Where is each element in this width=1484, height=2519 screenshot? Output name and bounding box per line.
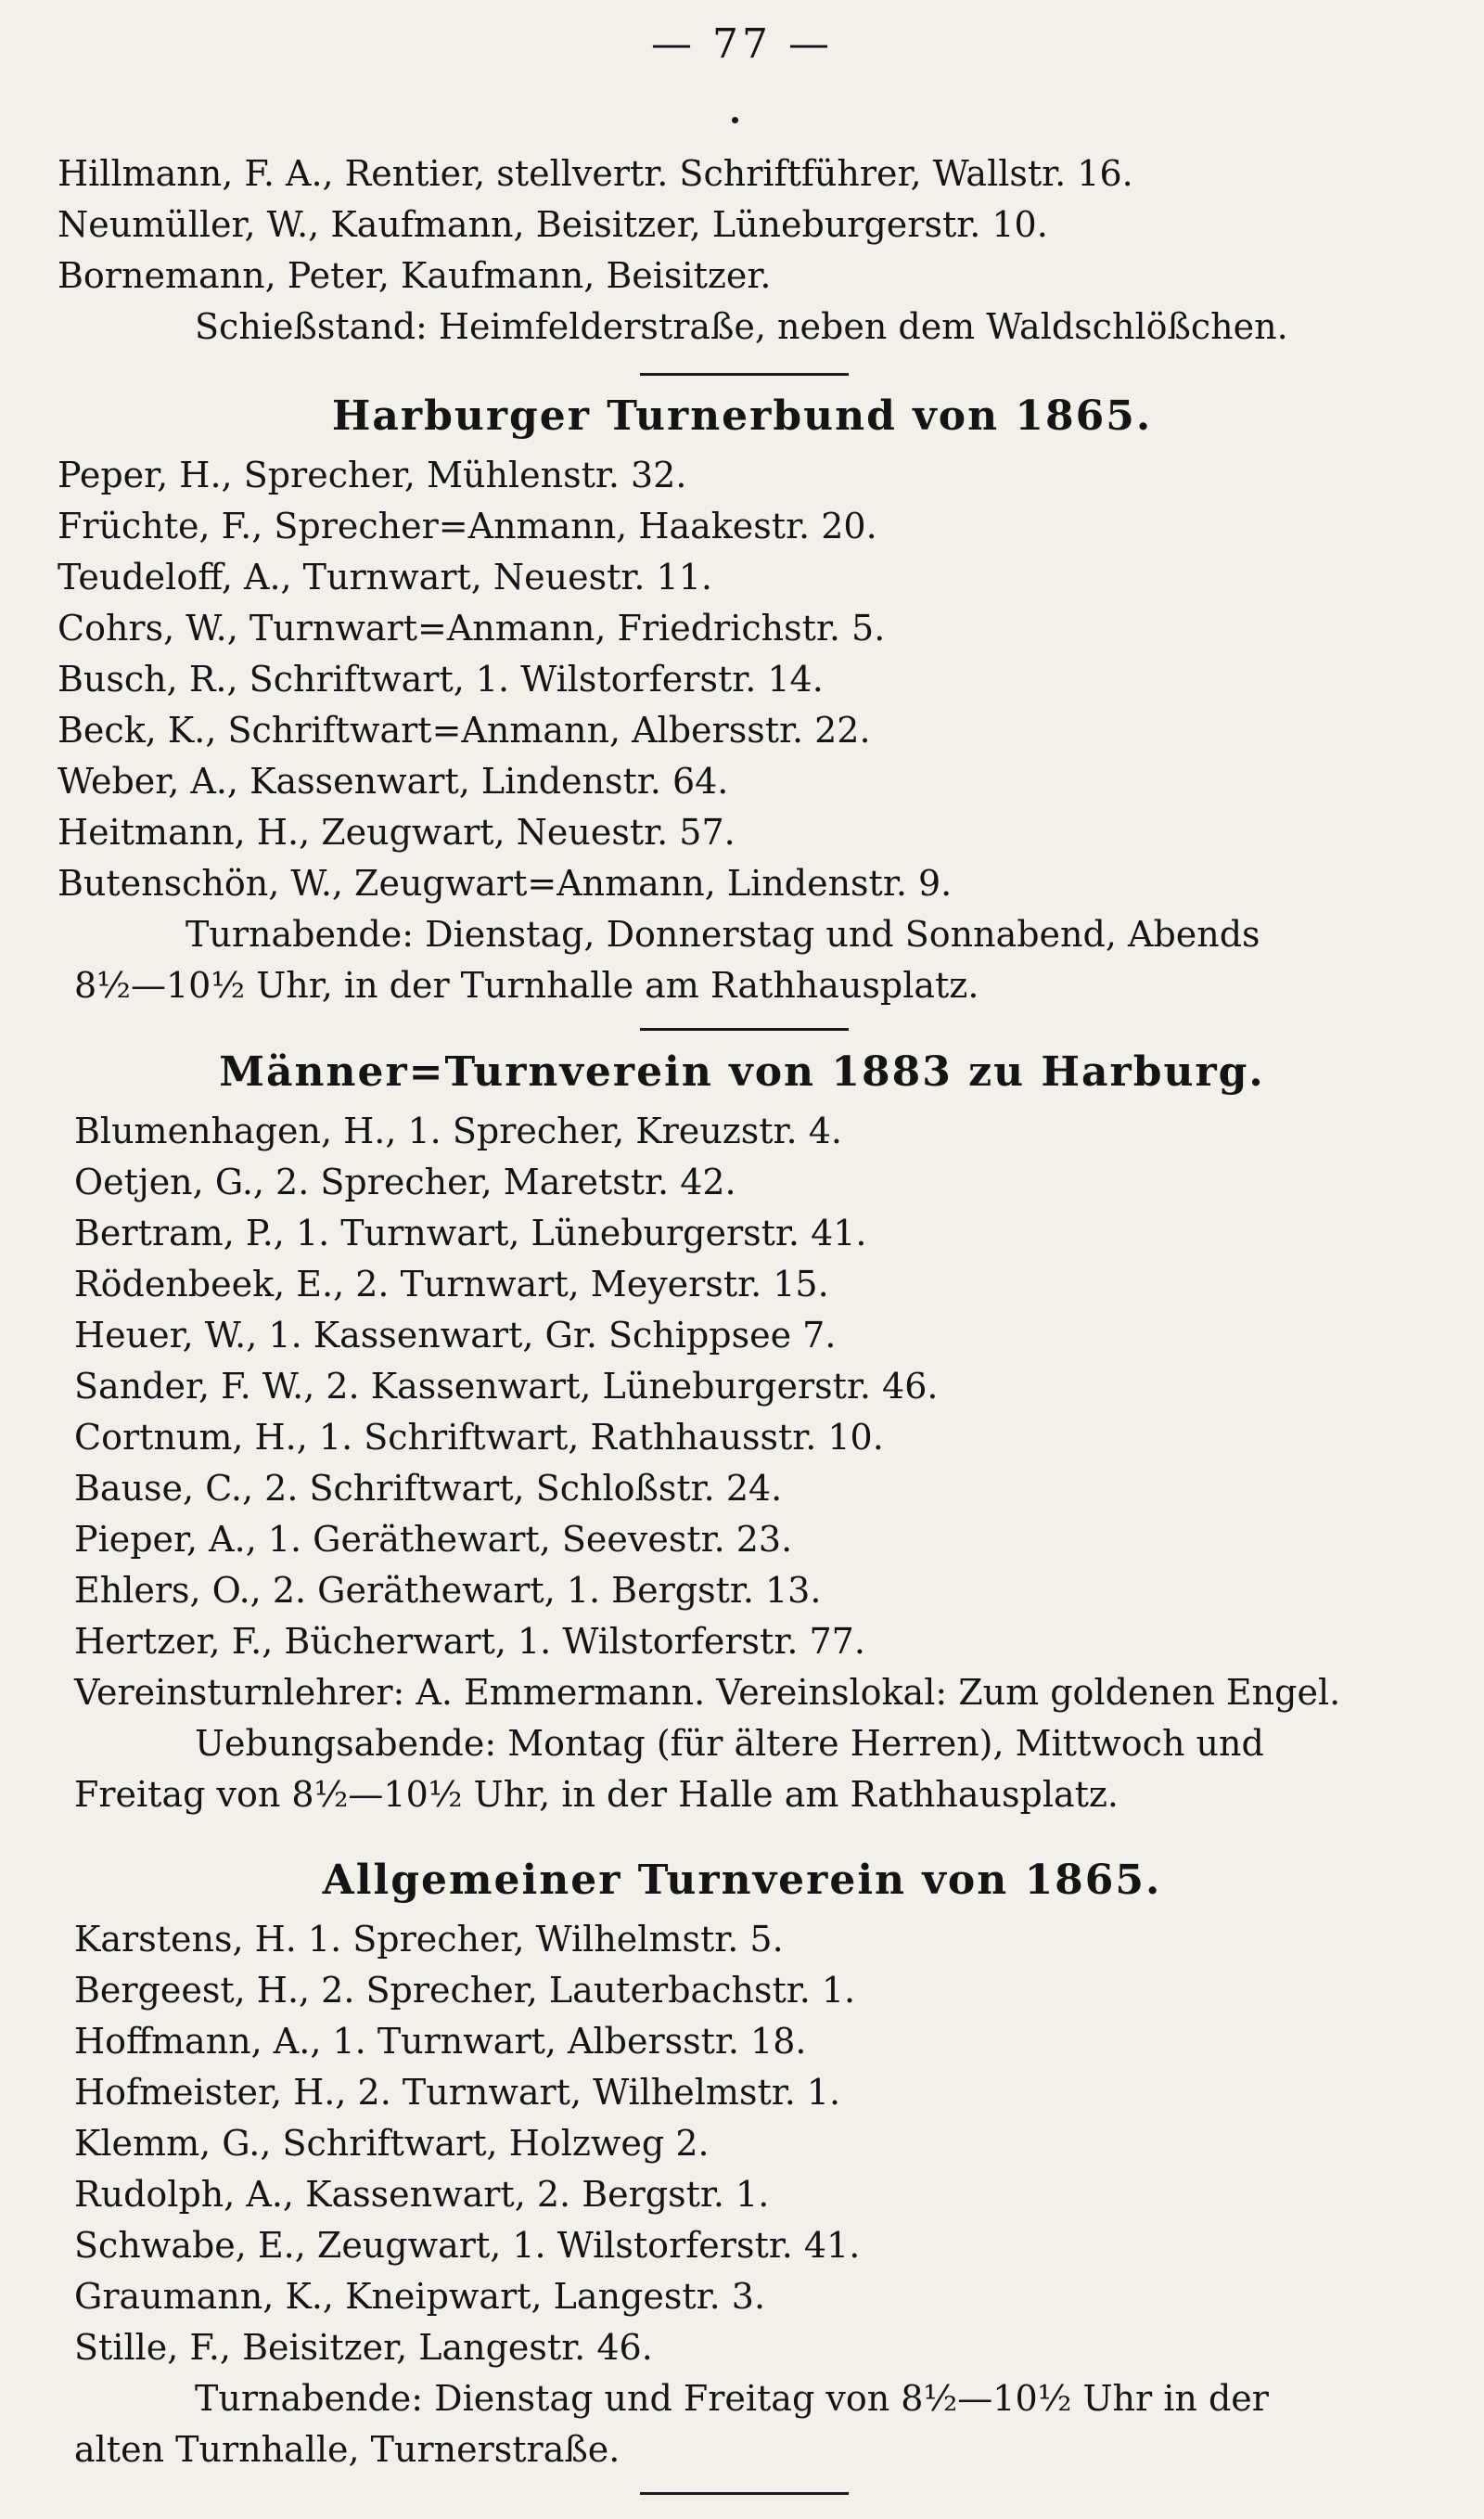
member-line: Weber, A., Kassenwart, Lindenstr. 64. [58,761,729,802]
member-line: Oetjen, G., 2. Sprecher, Maretstr. 42. [74,1162,736,1202]
member-line: Hertzer, F., Bücherwart, 1. Wilstorferstr. 77. [74,1621,865,1662]
section-divider [640,373,849,376]
member-line: Früchte, F., Sprecher=Anmann, Haakestr. 20. [58,506,877,546]
section-title: Allgemeiner Turnverein von 1865. [322,1857,1162,1904]
member-line: Beck, K., Schriftwart=Anmann, Albersstr. 22. [58,710,871,751]
note-line: Turnabende: Dienstag und Freitag von 8½—10½ Uhr in der [195,2378,1269,2419]
member-line: Bornemann, Peter, Kaufmann, Beisitzer. [58,255,772,296]
member-line: Heuer, W., 1. Kassenwart, Gr. Schippsee 7. [74,1315,837,1356]
member-line: Hillmann, F. A., Rentier, stellvertr. Schriftführer, Wallstr. 16. [58,153,1133,194]
member-line: Schwabe, E., Zeugwart, 1. Wilstorferstr. 41. [74,2225,861,2266]
note-line: Turnabende: Dienstag, Donnerstag und Sonnabend, Abends [186,914,1260,955]
note-line: Schießstand: Heimfelderstraße, neben dem Waldschlößchen. [195,306,1288,347]
member-line: Graumann, K., Kneipwart, Langestr. 3. [74,2276,766,2317]
member-line: Neumüller, W., Kaufmann, Beisitzer, Lüneburgerstr. 10. [58,204,1048,245]
note-line: alten Turnhalle, Turnerstraße. [74,2429,620,2470]
member-line: Butenschön, W., Zeugwart=Anmann, Lindenstr. 9. [58,863,953,904]
section-title: Harburger Turnerbund von 1865. [331,392,1153,440]
member-line: Cortnum, H., 1. Schriftwart, Rathhausstr. 10. [74,1417,884,1458]
member-line: Stille, F., Beisitzer, Langestr. 46. [74,2327,653,2368]
section-divider [640,1028,849,1031]
member-line: Sander, F. W., 2. Kassenwart, Lüneburgerstr. 46. [74,1366,939,1407]
member-line: Blumenhagen, H., 1. Sprecher, Kreuzstr. 4. [74,1111,842,1151]
member-line: Heitmann, H., Zeugwart, Neuestr. 57. [58,812,736,853]
ink-speck [732,117,738,123]
note-line: Uebungsabende: Montag (für ältere Herren), Mittwoch und [195,1723,1264,1764]
member-line: Rödenbeek, E., 2. Turnwart, Meyerstr. 15. [74,1264,829,1304]
member-line: Hofmeister, H., 2. Turnwart, Wilhelmstr. 1. [74,2072,841,2113]
member-line: Bertram, P., 1. Turnwart, Lüneburgerstr. 41. [74,1213,867,1253]
member-line: Bergeest, H., 2. Sprecher, Lauterbachstr. 1. [74,1970,856,2011]
member-line: Bause, C., 2. Schriftwart, Schloßstr. 24. [74,1468,783,1509]
member-line: Cohrs, W., Turnwart=Anmann, Friedrichstr. 5. [58,608,886,649]
member-line: Hoffmann, A., 1. Turnwart, Albersstr. 18. [74,2021,807,2062]
page-number: — 77 — [651,20,833,68]
section-divider [640,2492,849,2495]
member-line: Busch, R., Schriftwart, 1. Wilstorferstr. 14. [58,659,824,700]
member-line: Pieper, A., 1. Geräthewart, Seevestr. 23. [74,1519,793,1560]
member-line: Rudolph, A., Kassenwart, 2. Bergstr. 1. [74,2174,770,2215]
member-line: Peper, H., Sprecher, Mühlenstr. 32. [58,455,687,495]
note-line: Vereinsturnlehrer: A. Emmermann. Vereinslokal: Zum goldenen Engel. [74,1672,1341,1713]
note-line: 8½—10½ Uhr, in der Turnhalle am Rathhausplatz. [74,965,979,1006]
member-line: Klemm, G., Schriftwart, Holzweg 2. [74,2123,710,2164]
member-line: Teudeloff, A., Turnwart, Neuestr. 11. [58,557,712,598]
member-line: Ehlers, O., 2. Geräthewart, 1. Bergstr. 13. [74,1570,822,1611]
note-line: Freitag von 8½—10½ Uhr, in der Halle am Rathhausplatz. [74,1774,1119,1815]
section-title: Männer=Turnverein von 1883 zu Harburg. [219,1048,1265,1096]
member-line: Karstens, H. 1. Sprecher, Wilhelmstr. 5. [74,1919,784,1960]
